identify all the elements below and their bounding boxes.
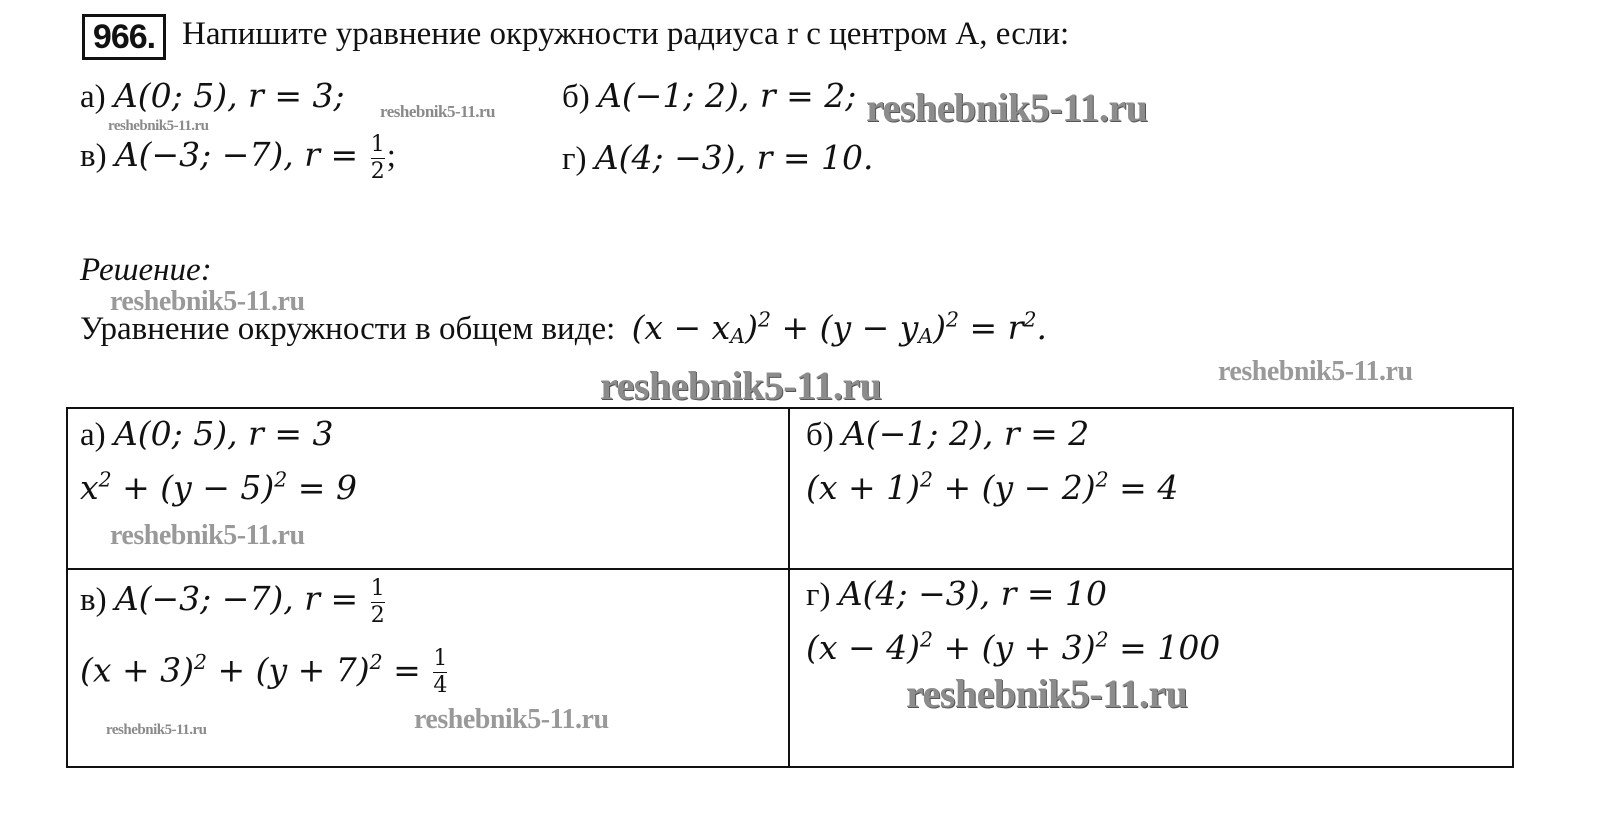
cell-d-answer: $(x - 4)^2 + (y + 3)^2 = 100$ xyxy=(806,627,1221,667)
watermark: reshebnik5-11.ru xyxy=(110,286,305,317)
solution-heading: Решение: xyxy=(80,252,212,288)
item-a: а) A(0; 5), r = 3; xyxy=(80,76,345,115)
watermark: reshebnik5-11.ru xyxy=(108,118,209,134)
cell-a-answer: $x^2 + (y - 5)^2 = 9$ xyxy=(80,467,357,507)
cell-b-given: б) A(−1; 2), r = 2 xyxy=(806,414,1090,453)
general-equation: Уравнение окружности в общем виде: $(x - x_A)^2 + (y - y_A)^2 = r^2$. xyxy=(80,307,1047,349)
cell-b-answer: $(x + 1)^2 + (y - 2)^2 = 4$ xyxy=(806,467,1179,507)
item-c: в) A(−3; −7), r = $\frac{1}{2}$ ; xyxy=(80,132,396,184)
watermark: reshebnik5-11.ru xyxy=(1218,356,1413,387)
watermark: reshebnik5-11.ru xyxy=(906,671,1188,716)
cell-c-given: в) A(−3; −7), r = $\frac{1}{2}$ xyxy=(80,576,385,628)
fraction: $\frac{1}{2}$ xyxy=(370,576,385,628)
watermark: reshebnik5-11.ru xyxy=(866,85,1148,130)
watermark: reshebnik5-11.ru xyxy=(380,102,495,121)
item-b: б) A(−1; 2), r = 2; xyxy=(562,76,857,115)
table-divider-horizontal xyxy=(66,568,1514,570)
watermark: reshebnik5-11.ru xyxy=(414,704,609,735)
table-divider-vertical xyxy=(788,407,790,768)
cell-d-given: г) A(4; −3), r = 10 xyxy=(806,574,1107,613)
watermark: reshebnik5-11.ru xyxy=(110,520,305,551)
cell-c-answer: $(x + 3)^2 + (y + 7)^2$ = $\frac{1}{4}$ xyxy=(80,646,448,698)
watermark: reshebnik5-11.ru xyxy=(106,722,207,738)
problem-statement: Напишите уравнение окружности радиуса r с центром A, если: xyxy=(182,16,1070,52)
watermark: reshebnik5-11.ru xyxy=(600,363,882,408)
problem-number: 966. xyxy=(82,14,166,60)
fraction: $\frac{1}{4}$ xyxy=(433,646,448,698)
item-d: г) A(4; −3), r = 10. xyxy=(562,138,874,177)
fraction: $\frac{1}{2}$ xyxy=(370,132,385,184)
cell-a-given: а) A(0; 5), r = 3 xyxy=(80,414,334,453)
